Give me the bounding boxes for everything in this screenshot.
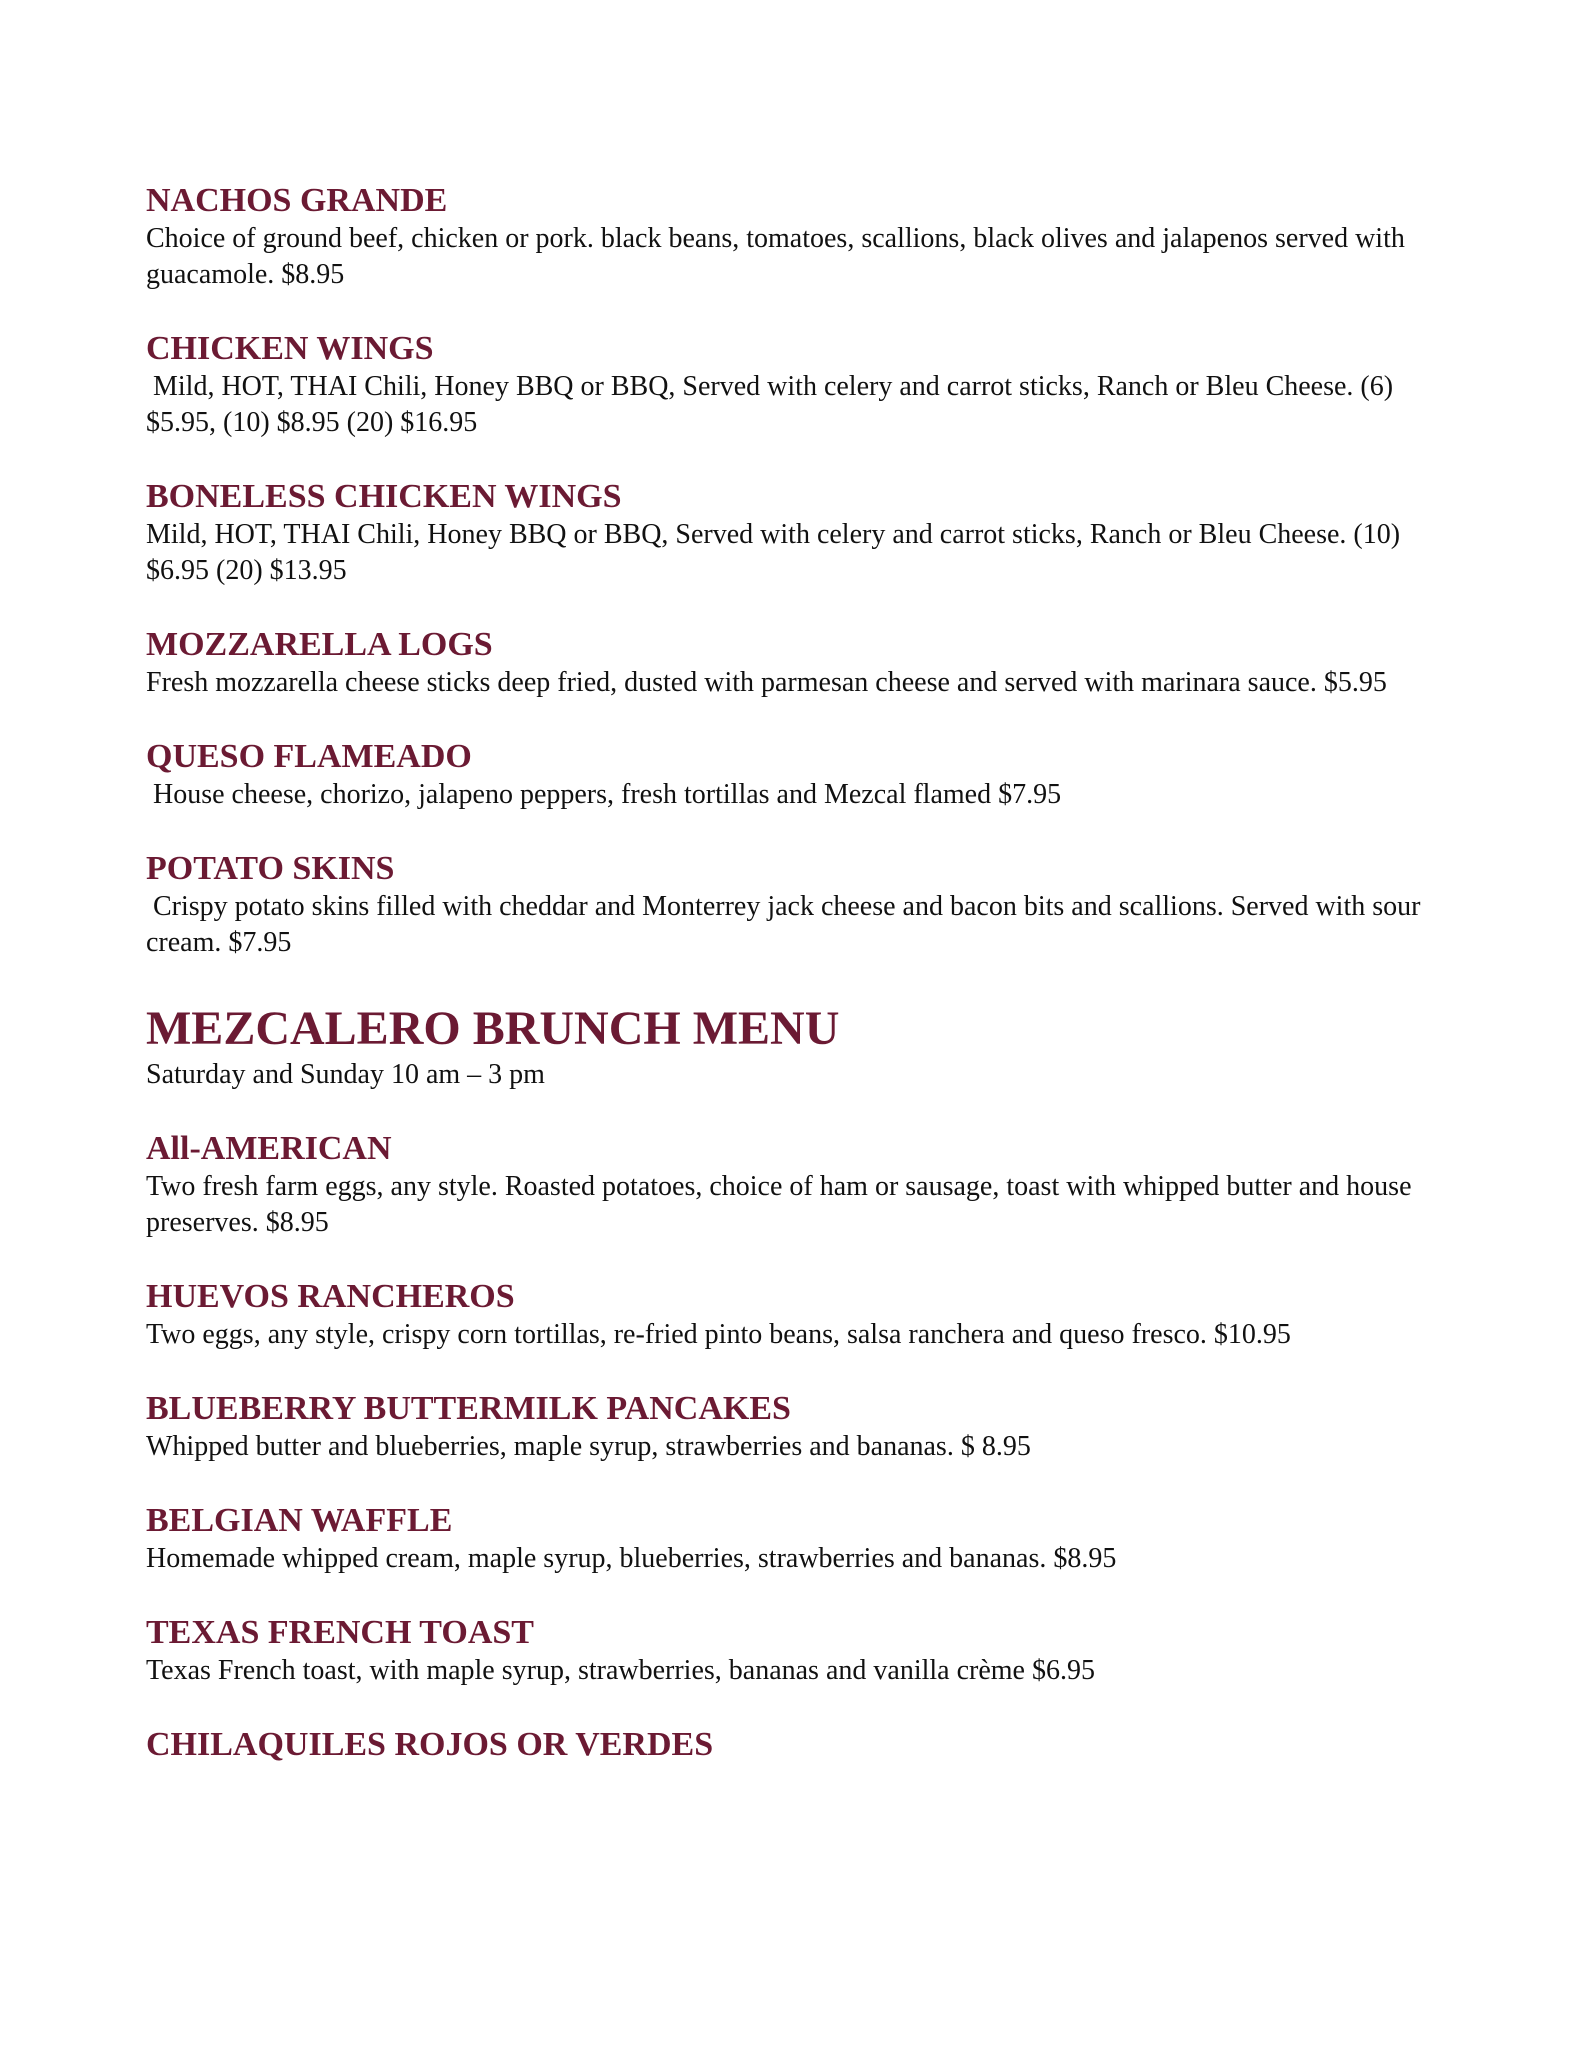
menu-item-description: Mild, HOT, THAI Chili, Honey BBQ or BBQ, Served with celery and carrot sticks, Ranch or Bleu Cheese. (10) $6.95 (20) $13.95 [146,519,1408,586]
menu-item-title: CHICKEN WINGS [146,330,434,367]
menu-item-title: CHILAQUILES ROJOS OR VERDES [146,1726,714,1763]
appetizers-section [146,181,1446,961]
menu-item-description: Mild, HOT, THAI Chili, Honey BBQ or BBQ, Served with celery and carrot sticks, Ranch or Bleu Cheese. (6) $5.95, (10) $8.95 (20) $16.95 [146,371,1401,438]
menu-item [146,737,1446,813]
menu-item [146,849,1446,961]
menu-item [146,477,1446,589]
menu-item-description: Two fresh farm eggs, any style. Roasted potatoes, choice of ham or sausage, toast with whipped butter and house preserves. $8.95 [146,1171,1419,1238]
menu-page [146,181,1446,1801]
menu-item-description: Crispy potato skins filled with cheddar and Monterrey jack cheese and bacon bits and scallions. Served with sour cream. $7.95 [146,891,1428,958]
menu-item [146,1725,1446,1765]
menu-item-title: BONELESS CHICKEN WINGS [146,478,622,515]
menu-item-title: NACHOS GRANDE [146,182,448,219]
menu-item [146,1501,1446,1577]
menu-item [146,181,1446,293]
brunch-menu-title: MEZCALERO BRUNCH MENU [146,1002,840,1055]
menu-item [146,329,1446,441]
menu-item-description: Two eggs, any style, crispy corn tortillas, re-fried pinto beans, salsa ranchera and queso fresco. $10.95 [146,1319,1291,1350]
menu-item [146,625,1446,701]
brunch-hours: Saturday and Sunday 10 am – 3 pm [146,1059,545,1090]
menu-item-title: MOZZARELLA LOGS [146,626,493,663]
menu-item-description: Whipped butter and blueberries, maple syrup, strawberries and bananas. $ 8.95 [146,1431,1031,1462]
brunch-section [146,1129,1446,1765]
menu-item-description: Texas French toast, with maple syrup, strawberries, bananas and vanilla crème $6.95 [146,1655,1095,1686]
menu-item [146,1277,1446,1353]
brunch-header [146,1001,1446,1093]
menu-item-title: BELGIAN WAFFLE [146,1502,453,1539]
menu-item [146,1129,1446,1241]
menu-item-description: Choice of ground beef, chicken or pork. black beans, tomatoes, scallions, black olives and jalapenos served with guacamole. $8.95 [146,223,1412,290]
menu-item-title: HUEVOS RANCHEROS [146,1278,515,1315]
menu-item [146,1389,1446,1465]
menu-item-title: All-AMERICAN [146,1130,392,1167]
menu-item-description: Fresh mozzarella cheese sticks deep fried, dusted with parmesan cheese and served with marinara sauce. $5.95 [146,667,1387,698]
menu-item-description: Homemade whipped cream, maple syrup, blueberries, strawberries and bananas. $8.95 [146,1543,1117,1574]
menu-item [146,1613,1446,1689]
menu-item-title: POTATO SKINS [146,850,395,887]
menu-item-title: TEXAS FRENCH TOAST [146,1614,534,1651]
menu-item-description: House cheese, chorizo, jalapeno peppers, fresh tortillas and Mezcal flamed $7.95 [146,779,1062,810]
menu-item-title: QUESO FLAMEADO [146,738,472,775]
menu-item-title: BLUEBERRY BUTTERMILK PANCAKES [146,1390,791,1427]
